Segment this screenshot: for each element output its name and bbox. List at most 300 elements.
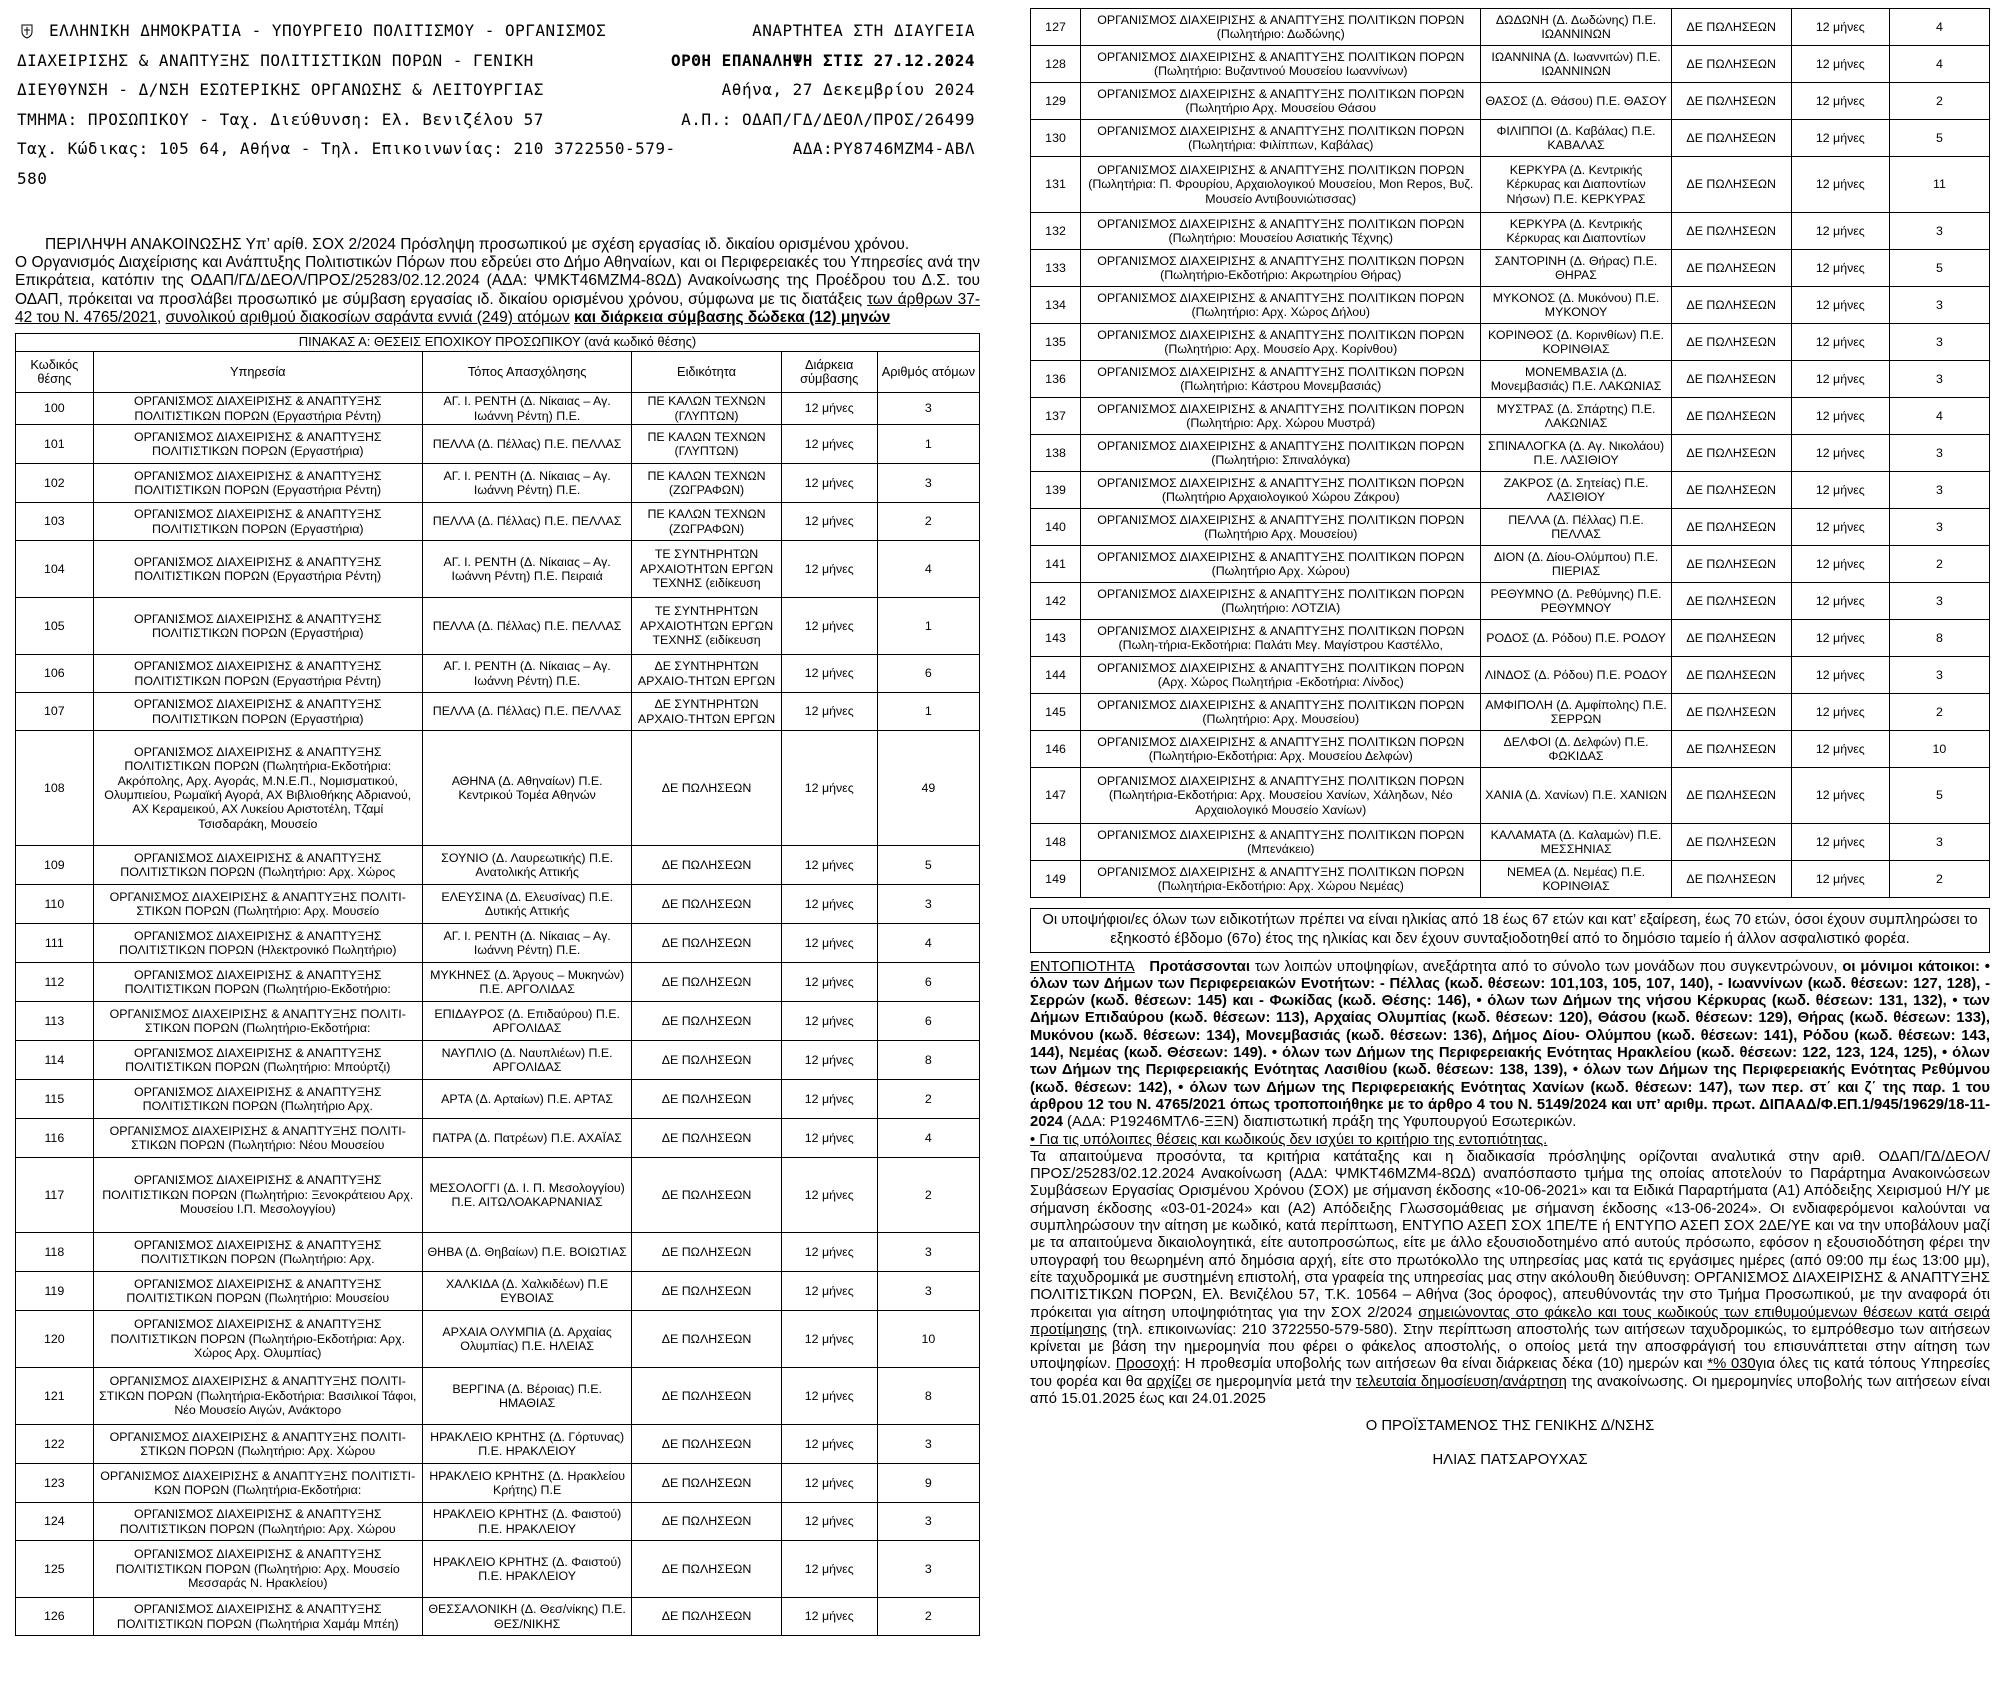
table-title-row	[16, 334, 980, 352]
letterhead-line: Ταχ. Κώδικας: 105 64, Αθήνα - Τηλ. Επικοινωνίας: 210 3722550-579-580	[17, 139, 676, 188]
cell-place: ΑΡΧΑΙΑ ΟΛΥΜΠΙΑ (Δ. Αρχαίας Ολυμπίας) Π.Ε. ΗΛΕΙΑΣ	[422, 1311, 632, 1368]
cell-place: ΒΕΡΓΙΝΑ (Δ. Βέροιας) Π.Ε. ΗΜΑΘΙΑΣ	[422, 1368, 632, 1425]
cell-dur: 12 μήνες	[1791, 9, 1889, 46]
cell-place: ΠΕΛΛΑ (Δ. Πέλλας) Π.Ε. ΠΕΛΛΑΣ	[422, 503, 632, 541]
cell-place: ΚΕΡΚΥΡΑ (Δ. Κεντρικής Κέρκυρας και Διαποντίων	[1481, 213, 1671, 250]
cell-dur: 12 μήνες	[1791, 472, 1889, 509]
cell-spec: ΔΕ ΠΩΛΗΣΕΩΝ	[632, 1119, 781, 1158]
requirements-note: αρχίζει	[1146, 1373, 1192, 1390]
cell-svc: ΟΡΓΑΝΙΣΜΟΣ ΔΙΑΧΕΙΡΙΣΗΣ & ΑΝΑΠΤΥΞΗΣ ΠΟΛΙΤΙΚΩΝ ΠΟΡΩΝ (Πωλητήριο: Μουσείου Ασιατικής Τέχνης)	[1081, 213, 1481, 250]
cell-code: 147	[1031, 768, 1081, 824]
cell-place: ΠΕΛΛΑ (Δ. Πέλλας) Π.Ε. ΠΕΛΛΑΣ	[1481, 509, 1671, 546]
cell-spec: ΤΕ ΣΥΝΤΗΡΗΤΩΝ ΑΡΧΑΙΟΤΗΤΩΝ ΕΡΓΩΝ ΤΕΧΝΗΣ (ειδίκευση	[632, 541, 781, 598]
table-row	[16, 1598, 980, 1636]
cell-spec: ΔΕ ΠΩΛΗΣΕΩΝ	[632, 1002, 781, 1041]
cell-spec: ΔΕ ΣΥΝΤΗΡΗΤΩΝ ΑΡΧΑΙΟ-ΤΗΤΩΝ ΕΡΓΩΝ	[632, 693, 781, 731]
cell-dur: 12 μήνες	[781, 1311, 877, 1368]
cell-svc: ΟΡΓΑΝΙΣΜΟΣ ΔΙΑΧΕΙΡΙΣΗΣ & ΑΝΑΠΤΥΞΗΣ ΠΟΛΙΤΙΚΩΝ ΠΟΡΩΝ (Πωλητήριο: Δωδώνης)	[1081, 9, 1481, 46]
date-line: Αθήνα, 27 Δεκεμβρίου 2024	[721, 80, 975, 99]
column-header: Τόπος Απασχόλησης	[422, 352, 632, 393]
cell-spec: ΔΕ ΠΩΛΗΣΕΩΝ	[1671, 546, 1791, 583]
locality-lead: Προτάσσονται	[1149, 958, 1250, 975]
cell-place: ΔΕΛΦΟΙ (Δ. Δελφών) Π.Ε. ΦΩΚΙΔΑΣ	[1481, 731, 1671, 768]
cell-svc: ΟΡΓΑΝΙΣΜΟΣ ΔΙΑΧΕΙΡΙΣΗΣ & ΑΝΑΠΤΥΞΗΣ ΠΟΛΙΤΙΚΩΝ ΠΟΡΩΝ (Πωλητήριο: Κάστρου Μονεμβασιάς)	[1081, 361, 1481, 398]
cell-spec: ΔΕ ΠΩΛΗΣΕΩΝ	[632, 1503, 781, 1541]
cell-svc: ΟΡΓΑΝΙΣΜΟΣ ΔΙΑΧΕΙΡΙΣΗΣ & ΑΝΑΠΤΥΞΗΣ ΠΟΛΙΤΙΚΩΝ ΠΟΡΩΝ (Πωλητήριο Αρχ. Μουσείου)	[1081, 509, 1481, 546]
table-row	[1031, 861, 1990, 898]
cell-spec: ΔΕ ΠΩΛΗΣΕΩΝ	[632, 1425, 781, 1464]
cell-svc: ΟΡΓΑΝΙΣΜΟΣ ΔΙΑΧΕΙΡΙΣΗΣ & ΑΝΑΠΤΥΞΗΣ ΠΟΛΙΤΙΣΤΙΚΩΝ ΠΟΡΩΝ (Εργαστήρια Ρέντη)	[93, 464, 422, 503]
cell-n: 49	[877, 731, 979, 846]
table-row	[16, 846, 980, 885]
cell-n: 3	[1889, 657, 1989, 694]
cell-spec: ΔΕ ΠΩΛΗΣΕΩΝ	[1671, 583, 1791, 620]
cell-svc: ΟΡΓΑΝΙΣΜΟΣ ΔΙΑΧΕΙΡΙΣΗΣ & ΑΝΑΠΤΥΞΗΣ ΠΟΛΙΤΙΚΩΝ ΠΟΡΩΝ (Αρχ. Χώρος Πωλητήρια -Εκδοτήρια: Λίνδος)	[1081, 657, 1481, 694]
cell-code: 101	[16, 425, 94, 464]
letterhead	[15, 10, 980, 188]
cell-svc: ΟΡΓΑΝΙΣΜΟΣ ΔΙΑΧΕΙΡΙΣΗΣ & ΑΝΑΠΤΥΞΗΣ ΠΟΛΙΤΙΚΩΝ ΠΟΡΩΝ (Πωλητήρια: Φιλίππων, Καβάλας)	[1081, 120, 1481, 157]
cell-dur: 12 μήνες	[781, 1041, 877, 1080]
letterhead-line: ΔΙΑΧΕΙΡΙΣΗΣ & ΑΝΑΠΤΥΞΗΣ ΠΟΛΙΤΙΣΤΙΚΩΝ ΠΟΡΩΝ - ΓΕΝΙΚΗ	[17, 50, 534, 70]
table-row	[1031, 546, 1990, 583]
cell-place: ΚΑΛΑΜΑΤΑ (Δ. Καλαμών) Π.Ε. ΜΕΣΣΗΝΙΑΣ	[1481, 824, 1671, 861]
cell-place: ΜΟΝΕΜΒΑΣΙΑ (Δ. Μονεμβασιάς) Π.Ε. ΛΑΚΩΝΙΑΣ	[1481, 361, 1671, 398]
cell-dur: 12 μήνες	[781, 1233, 877, 1272]
cell-svc: ΟΡΓΑΝΙΣΜΟΣ ΔΙΑΧΕΙΡΙΣΗΣ & ΑΝΑΠΤΥΞΗΣ ΠΟΛΙΤΙ-ΣΤΙΚΩΝ ΠΟΡΩΝ (Πωλητήριο-Εκδοτήρια:	[93, 1002, 422, 1041]
cell-code: 111	[16, 924, 94, 963]
cell-n: 1	[877, 598, 979, 655]
cell-code: 132	[1031, 213, 1081, 250]
cell-code: 100	[16, 393, 94, 425]
cell-n: 3	[877, 393, 979, 425]
cell-place: ΗΡΑΚΛΕΙΟ ΚΡΗΤΗΣ (Δ. Γόρτυνας) Π.Ε. ΗΡΑΚΛΕΙΟΥ	[422, 1425, 632, 1464]
cell-spec: ΔΕ ΠΩΛΗΣΕΩΝ	[1671, 694, 1791, 731]
cell-code: 135	[1031, 324, 1081, 361]
cell-svc: ΟΡΓΑΝΙΣΜΟΣ ΔΙΑΧΕΙΡΙΣΗΣ & ΑΝΑΠΤΥΞΗΣ ΠΟΛΙΤΙΚΩΝ ΠΟΡΩΝ (Πωλητήριο Αρχ. Μουσείου Θάσου	[1081, 83, 1481, 120]
cell-code: 118	[16, 1233, 94, 1272]
cell-svc: ΟΡΓΑΝΙΣΜΟΣ ΔΙΑΧΕΙΡΙΣΗΣ & ΑΝΑΠΤΥΞΗΣ ΠΟΛΙΤΙΚΩΝ ΠΟΡΩΝ (Πωλητήρια-Εκδοτήριο: Αρχ. Χώρου Νεμέας)	[1081, 861, 1481, 898]
cell-code: 119	[16, 1272, 94, 1311]
cell-n: 3	[1889, 324, 1989, 361]
cell-code: 130	[1031, 120, 1081, 157]
cell-spec: ΔΕ ΠΩΛΗΣΕΩΝ	[1671, 120, 1791, 157]
cell-dur: 12 μήνες	[781, 1080, 877, 1119]
cell-place: ΖΑΚΡΟΣ (Δ. Σητείας) Π.Ε. ΛΑΣΙΘΙΟΥ	[1481, 472, 1671, 509]
cell-spec: ΔΕ ΠΩΛΗΣΕΩΝ	[632, 846, 781, 885]
cell-dur: 12 μήνες	[781, 1368, 877, 1425]
cell-code: 149	[1031, 861, 1081, 898]
cell-n: 5	[1889, 768, 1989, 824]
cell-dur: 12 μήνες	[781, 1119, 877, 1158]
locality-bullet: • Για τις υπόλοιπες θέσεις και κωδικούς δεν ισχύει το κριτήριο της εντοπιότητας.	[1030, 1131, 1548, 1148]
cell-place: ΠΕΛΛΑ (Δ. Πέλλας) Π.Ε. ΠΕΛΛΑΣ	[422, 598, 632, 655]
cell-n: 1	[877, 693, 979, 731]
cell-spec: ΔΕ ΠΩΛΗΣΕΩΝ	[632, 1158, 781, 1233]
cell-svc: ΟΡΓΑΝΙΣΜΟΣ ΔΙΑΧΕΙΡΙΣΗΣ & ΑΝΑΠΤΥΞΗΣ ΠΟΛΙΤΙΣΤΙΚΩΝ ΠΟΡΩΝ (Εργαστήρια)	[93, 425, 422, 464]
cell-dur: 12 μήνες	[781, 693, 877, 731]
cell-svc: ΟΡΓΑΝΙΣΜΟΣ ΔΙΑΧΕΙΡΙΣΗΣ & ΑΝΑΠΤΥΞΗΣ ΠΟΛΙΤΙΚΩΝ ΠΟΡΩΝ (Πωλητήριο Αρχ. Χώρου)	[1081, 546, 1481, 583]
cell-n: 3	[877, 1503, 979, 1541]
table-row	[1031, 287, 1990, 324]
cell-code: 137	[1031, 398, 1081, 435]
cell-dur: 12 μήνες	[781, 503, 877, 541]
table-row	[16, 963, 980, 1002]
cell-n: 3	[1889, 824, 1989, 861]
column-header: Διάρκεια σύμβασης	[781, 352, 877, 393]
cell-n: 6	[877, 1002, 979, 1041]
table-row	[1031, 583, 1990, 620]
requirements-note: σημειώνοντας στο φάκελο και τους κωδικούς των επιθυμούμενων θέσεων κατά σειρά προτίμησης	[1030, 1304, 1990, 1338]
cell-n: 8	[877, 1041, 979, 1080]
letterhead-line: ΤΜΗΜΑ: ΠΡΟΣΩΠΙΚΟΥ - Ταχ. Διεύθυνση: Ελ. Βενιζέλου 57	[17, 109, 544, 129]
summary-total: συνολικού αριθμού διακοσίων σαράντα εννιά (249) ατόμων	[165, 308, 570, 326]
cell-svc: ΟΡΓΑΝΙΣΜΟΣ ΔΙΑΧΕΙΡΙΣΗΣ & ΑΝΑΠΤΥΞΗΣ ΠΟΛΙΤΙΣΤΙΚΩΝ ΠΟΡΩΝ (Εργαστήρια Ρέντη)	[93, 655, 422, 693]
cell-n: 9	[877, 1464, 979, 1503]
cell-svc: ΟΡΓΑΝΙΣΜΟΣ ΔΙΑΧΕΙΡΙΣΗΣ & ΑΝΑΠΤΥΞΗΣ ΠΟΛΙΤΙΣΤΙΚΩΝ ΠΟΡΩΝ (Εργαστήρια)	[93, 693, 422, 731]
cell-spec: ΔΕ ΠΩΛΗΣΕΩΝ	[1671, 398, 1791, 435]
cell-place: ΔΩΔΩΝΗ (Δ. Δωδώνης) Π.Ε. ΙΩΑΝΝΙΝΩΝ	[1481, 9, 1671, 46]
letterhead-left	[17, 16, 677, 193]
cell-code: 112	[16, 963, 94, 1002]
cell-place: ΣΟΥΝΙΟ (Δ. Λαυρεωτικής) Π.Ε. Ανατολικής Αττικής	[422, 846, 632, 885]
attention-label: Προσοχή	[1115, 1356, 1177, 1373]
cell-code: 123	[16, 1464, 94, 1503]
cell-dur: 12 μήνες	[1791, 509, 1889, 546]
cell-spec: ΔΕ ΠΩΛΗΣΕΩΝ	[1671, 46, 1791, 83]
letterhead-right	[655, 16, 975, 164]
locality-section	[1030, 959, 1990, 1409]
cell-dur: 12 μήνες	[781, 885, 877, 924]
cell-code: 108	[16, 731, 94, 846]
cell-place: ΑΓ. Ι. ΡΕΝΤΗ (Δ. Νίκαιας – Αγ. Ιωάννη Ρέντη) Π.Ε.	[422, 464, 632, 503]
summary-sep: ,	[156, 308, 166, 326]
table-header-row	[16, 352, 980, 393]
cell-place: ΝΕΜΕΑ (Δ. Νεμέας) Π.Ε. ΚΟΡΙΝΘΙΑΣ	[1481, 861, 1671, 898]
table-row	[1031, 509, 1990, 546]
cell-n: 2	[1889, 694, 1989, 731]
table-title: ΠΙΝΑΚΑΣ Α: ΘΕΣΕΙΣ ΕΠΟΧΙΚΟΥ ΠΡΟΣΩΠΙΚΟΥ (ανά κωδικό θέσης)	[16, 334, 980, 352]
cell-dur: 12 μήνες	[781, 598, 877, 655]
cell-svc: ΟΡΓΑΝΙΣΜΟΣ ΔΙΑΧΕΙΡΙΣΗΣ & ΑΝΑΠΤΥΞΗΣ ΠΟΛΙΤΙΣΤΙΚΩΝ ΠΟΡΩΝ (Πωλητήρια Χαμάμ Μπέη)	[93, 1598, 422, 1636]
requirements-note: τελευταία δημοσίευση/ανάρτηση	[1355, 1373, 1567, 1390]
column-header: Ειδικότητα	[632, 352, 781, 393]
cell-svc: ΟΡΓΑΝΙΣΜΟΣ ΔΙΑΧΕΙΡΙΣΗΣ & ΑΝΑΠΤΥΞΗΣ ΠΟΛΙΤΙΚΩΝ ΠΟΡΩΝ (Πωλητήριο: Αρχ. Χώρου Μυστρά)	[1081, 398, 1481, 435]
cell-code: 122	[16, 1425, 94, 1464]
cell-n: 3	[1889, 213, 1989, 250]
cell-svc: ΟΡΓΑΝΙΣΜΟΣ ΔΙΑΧΕΙΡΙΣΗΣ & ΑΝΑΠΤΥΞΗΣ ΠΟΛΙΤΙΚΩΝ ΠΟΡΩΝ (Πωλητήριο: Αρχ. Μουσείου)	[1081, 694, 1481, 731]
cell-spec: ΔΕ ΠΩΛΗΣΕΩΝ	[632, 1272, 781, 1311]
cell-svc: ΟΡΓΑΝΙΣΜΟΣ ΔΙΑΧΕΙΡΙΣΗΣ & ΑΝΑΠΤΥΞΗΣ ΠΟΛΙΤΙΣΤΙΚΩΝ ΠΟΡΩΝ (Πωλητήριο: Ξενοκράτειου Αρχ. Μουσείου Ι.Π. Μεσολογγίου)	[93, 1158, 422, 1233]
cell-place: ΧΑΝΙΑ (Δ. Χανίων) Π.Ε. ΧΑΝΙΩΝ	[1481, 768, 1671, 824]
table-row	[16, 1311, 980, 1368]
cell-code: 128	[1031, 46, 1081, 83]
cell-spec: ΔΕ ΠΩΛΗΣΕΩΝ	[1671, 472, 1791, 509]
cell-svc: ΟΡΓΑΝΙΣΜΟΣ ΔΙΑΧΕΙΡΙΣΗΣ & ΑΝΑΠΤΥΞΗΣ ΠΟΛΙΤΙΣΤΙΚΩΝ ΠΟΡΩΝ (Πωλητήριο: Αρχ. Χώρου	[93, 1503, 422, 1541]
cell-spec: ΔΕ ΠΩΛΗΣΕΩΝ	[632, 731, 781, 846]
table-body	[1031, 9, 1990, 898]
cell-dur: 12 μήνες	[781, 1158, 877, 1233]
table-row	[16, 1002, 980, 1041]
cell-spec: ΤΕ ΣΥΝΤΗΡΗΤΩΝ ΑΡΧΑΙΟΤΗΤΩΝ ΕΡΓΩΝ ΤΕΧΝΗΣ (ειδίκευση	[632, 598, 781, 655]
cell-svc: ΟΡΓΑΝΙΣΜΟΣ ΔΙΑΧΕΙΡΙΣΗΣ & ΑΝΑΠΤΥΞΗΣ ΠΟΛΙΤΙΚΩΝ ΠΟΡΩΝ (Πωλητήριο: Αρχ. Χώρος Δήλου)	[1081, 287, 1481, 324]
cell-place: ΗΡΑΚΛΕΙΟ ΚΡΗΤΗΣ (Δ. Ηρακλείου Κρήτης) Π.Ε	[422, 1464, 632, 1503]
cell-dur: 12 μήνες	[1791, 398, 1889, 435]
reissue-note: ΟΡΘΗ ΕΠΑΝΑΛΗΨΗ ΣΤΙΣ 27.12.2024	[671, 50, 975, 70]
cell-svc: ΟΡΓΑΝΙΣΜΟΣ ΔΙΑΧΕΙΡΙΣΗΣ & ΑΝΑΠΤΥΞΗΣ ΠΟΛΙΤΙΣΤΙΚΩΝ ΠΟΡΩΝ (Πωλητήριο-Εκδοτήρια: Αρχ. Χώρος Αρχ. Ολυμπίας)	[93, 1311, 422, 1368]
table-row	[16, 541, 980, 598]
cell-code: 114	[16, 1041, 94, 1080]
cell-spec: ΔΕ ΠΩΛΗΣΕΩΝ	[1671, 435, 1791, 472]
cell-dur: 12 μήνες	[781, 963, 877, 1002]
table-row	[16, 1041, 980, 1080]
table-row	[1031, 657, 1990, 694]
cell-place: ΦΙΛΙΠΠΟΙ (Δ. Καβάλας) Π.Ε. ΚΑΒΑΛΑΣ	[1481, 120, 1671, 157]
cell-code: 136	[1031, 361, 1081, 398]
cell-spec: ΔΕ ΠΩΛΗΣΕΩΝ	[632, 1598, 781, 1636]
cell-spec: ΔΕ ΠΩΛΗΣΕΩΝ	[1671, 361, 1791, 398]
cell-code: 140	[1031, 509, 1081, 546]
cell-dur: 12 μήνες	[1791, 861, 1889, 898]
cell-dur: 12 μήνες	[1791, 583, 1889, 620]
requirements-text: για όλες τις κατά τόπους Υπηρεσίες του φορέα και θα	[1030, 1356, 1990, 1390]
cell-spec: ΔΕ ΠΩΛΗΣΕΩΝ	[1671, 157, 1791, 213]
cell-code: 146	[1031, 731, 1081, 768]
cell-spec: ΔΕ ΠΩΛΗΣΕΩΝ	[632, 1368, 781, 1425]
table-row	[1031, 768, 1990, 824]
cell-svc: ΟΡΓΑΝΙΣΜΟΣ ΔΙΑΧΕΙΡΙΣΗΣ & ΑΝΑΠΤΥΞΗΣ ΠΟΛΙΤΙΣΤΙΚΩΝ ΠΟΡΩΝ (Εργαστήρια Ρέντη)	[93, 393, 422, 425]
table-row	[16, 393, 980, 425]
cell-place: ΚΟΡΙΝΘΟΣ (Δ. Κορινθίων) Π.Ε. ΚΟΡΙΝΘΙΑΣ	[1481, 324, 1671, 361]
cell-spec: ΔΕ ΠΩΛΗΣΕΩΝ	[632, 885, 781, 924]
requirements-note: *% 030	[1707, 1356, 1756, 1373]
cell-spec: ΔΕ ΠΩΛΗΣΕΩΝ	[632, 1041, 781, 1080]
requirements-text: Τα απαιτούμενα προσόντα, τα κριτήρια κατάταξης και η διαδικασία πρόσληψης ορίζονται αναλυτικά στην αριθ. ΟΔΑΠ/ΓΔ/ΔΕΟΛ/ΠΡΟΣ/25283/02.12.2024 Ανακοίνωση (ΑΔΑ: ΨΜΚΤ46ΜΖΜ4-8ΩΔ) αναπόσπαστο τμήμα της οποίας αποτελούν το Παράρτημα Ανακοινώσεων Συμβάσεων Εργασίας Ορισμένου Χρόνου (ΣΟΧ) με σήμανση έκδοσης «10-06-2021» και τα Ειδικά Παραρτήματα (Α1) Απόδειξης Χειρισμού Η/Υ με σήμανση έκδοσης «03-01-2024» και (Α2) Απόδειξης Γλωσσομάθειας με σήμανση έκδοσης «13-06-2024». Οι ενδιαφερόμενοι καλούνται να συμπληρώσουν την αίτηση με κωδικό, κατά περίπτωση, ΕΝΤΥΠΟ ΑΣΕΠ ΣΟΧ 1ΠΕ/ΤΕ ή ΕΝΤΥΠΟ ΑΣΕΠ ΣΟΧ 2ΔΕ/ΥΕ και να την υποβάλουν μαζί με τα απαιτούμενα δικαιολογητικά, είτε αυτοπροσώπως, είτε με άλλο εξουσιοδοτημένο από αυτούς πρόσωπο, εφόσον η εξουσιοδότηση φέρει την υπογραφή του θεωρημένη από δημόσια αρχή, είτε στο πρωτόκολλο της υπηρεσίας μας κατά τις εργάσιμες ημέρες (από 09:00 πμ έως 13:00 μμ), είτε ταχυδρομικά με συστημένη επιστολή, στα γραφεία της υπηρεσίας μας στην ακόλουθη διεύθυνση: ΟΡΓΑΝΙΣΜΟΣ ΔΙΑΧΕΙΡΙΣΗΣ & ΑΝΑΠΤΥΞΗΣ ΠΟΛΙΤΙΣΤΙΚΩΝ ΠΟΡΩΝ, Ελ. Βενιζέλου 57, Τ.Κ. 10564 – Αθήνα (3ος όροφος), απευθύνοντάς την στο Τμήμα Προσωπικού, με την αναφορά ότι πρόκειται για αίτηση υποψηφιότητας για την ΣΟΧ 2/2024	[1030, 1148, 1990, 1321]
summary-text: Ο Οργανισμός Διαχείρισης και Ανάπτυξης Πολιτιστικών Πόρων που εδρεύει στο Δήμο Αθηναίων, και οι Περιφερειακές του Υπηρεσίες ανά την Επικράτεια, κατόπιν της ΟΔΑΠ/ΓΔ/ΔΕΟΛ/ΠΡΟΣ/25283/02.12.2024 (ΑΔΑ: ΨΜΚΤ46ΜΖΜ4-8ΩΔ) Ανακοίνωσης της Προέδρου του Δ.Σ. του ΟΔΑΠ, πρόκειται να προσλάβει προσωπικό με σύμβαση εργασίας ιδ. δικαίου ορισμένου χρόνου, σύμφωνα με τις διατάξεις	[15, 254, 980, 308]
cell-svc: ΟΡΓΑΝΙΣΜΟΣ ΔΙΑΧΕΙΡΙΣΗΣ & ΑΝΑΠΤΥΞΗΣ ΠΟΛΙΤΙΣΤΙΚΩΝ ΠΟΡΩΝ (Πωλητήριο: Μπούρτζι)	[93, 1041, 422, 1080]
cell-n: 3	[877, 1272, 979, 1311]
cell-place: ΑΜΦΙΠΟΛΗ (Δ. Αμφίπολης) Π.Ε. ΣΕΡΡΩΝ	[1481, 694, 1671, 731]
protocol-number: Α.Π.: ΟΔΑΠ/ΓΔ/ΔΕΟΛ/ΠΡΟΣ/26499	[681, 109, 975, 129]
letterhead-line: ΕΛΛΗΝΙΚΗ ΔΗΜΟΚΡΑΤΙΑ - ΥΠΟΥΡΓΕΙΟ ΠΟΛΙΤΙΣΜΟΥ - ΟΡΓΑΝΙΣΜΟΣ	[49, 21, 607, 40]
table-row	[16, 1272, 980, 1311]
cell-place: ΜΥΚΟΝΟΣ (Δ. Μυκόνου) Π.Ε. ΜΥΚΟΝΟΥ	[1481, 287, 1671, 324]
cell-n: 8	[1889, 620, 1989, 657]
cell-dur: 12 μήνες	[1791, 120, 1889, 157]
cell-n: 2	[1889, 83, 1989, 120]
cell-spec: ΔΕ ΠΩΛΗΣΕΩΝ	[1671, 250, 1791, 287]
cell-code: 107	[16, 693, 94, 731]
cell-code: 116	[16, 1119, 94, 1158]
cell-spec: ΔΕ ΠΩΛΗΣΕΩΝ	[632, 1311, 781, 1368]
cell-dur: 12 μήνες	[1791, 731, 1889, 768]
cell-dur: 12 μήνες	[1791, 157, 1889, 213]
cell-dur: 12 μήνες	[781, 541, 877, 598]
cell-code: 124	[16, 1503, 94, 1541]
table-row	[1031, 398, 1990, 435]
cell-svc: ΟΡΓΑΝΙΣΜΟΣ ΔΙΑΧΕΙΡΙΣΗΣ & ΑΝΑΠΤΥΞΗΣ ΠΟΛΙΤΙΚΩΝ ΠΟΡΩΝ (Πωλητήριο: Αρχ. Μουσείο Αρχ. Κορίνθου)	[1081, 324, 1481, 361]
cell-n: 2	[877, 1080, 979, 1119]
cell-dur: 12 μήνες	[1791, 324, 1889, 361]
cell-n: 3	[877, 1425, 979, 1464]
cell-place: ΑΡΤΑ (Δ. Αρταίων) Π.Ε. ΑΡΤΑΣ	[422, 1080, 632, 1119]
ada-number: ΑΔΑ:ΡΥ8746ΜΖΜ4-ΑΒΛ	[792, 139, 975, 158]
cell-spec: ΔΕ ΠΩΛΗΣΕΩΝ	[1671, 213, 1791, 250]
cell-place: ΠΕΛΛΑ (Δ. Πέλλας) Π.Ε. ΠΕΛΛΑΣ	[422, 425, 632, 464]
table-row	[1031, 250, 1990, 287]
age-requirement-note: Οι υποψήφιοι/ες όλων των ειδικοτήτων πρέπει να είναι ηλικίας από 18 έως 67 ετών και κατ’ εξαίρεση, έως 70 ετών, όσοι έχουν συμπληρώσει το εξηκοστό έβδομο (67ο) έτος της ηλικίας και δεν έχουν συνταξιοδοτηθεί από το δημόσιο ταμείο ή άλλον ασφαλιστικό φορέα.	[1030, 908, 1990, 953]
announcement-summary	[15, 236, 980, 327]
cell-spec: ΔΕ ΠΩΛΗΣΕΩΝ	[1671, 731, 1791, 768]
left-column	[15, 10, 980, 1636]
cell-dur: 12 μήνες	[1791, 83, 1889, 120]
cell-n: 4	[1889, 9, 1989, 46]
cell-code: 102	[16, 464, 94, 503]
cell-svc: ΟΡΓΑΝΙΣΜΟΣ ΔΙΑΧΕΙΡΙΣΗΣ & ΑΝΑΠΤΥΞΗΣ ΠΟΛΙΤΙΚΩΝ ΠΟΡΩΝ (Πωλητήριο-Εκδοτήρια: Αρχ. Μουσείου Δελφών)	[1081, 731, 1481, 768]
letterhead-line: ΔΙΕΥΘΥΝΣΗ - Δ/ΝΣΗ ΕΣΩΤΕΡΙΚΗΣ ΟΡΓΑΝΩΣΗΣ & ΛΕΙΤΟΥΡΓΙΑΣ	[17, 80, 544, 99]
posting-note: ΑΝΑΡΤΗΤΕΑ ΣΤΗ ΔΙΑΥΓΕΙΑ	[752, 21, 975, 40]
cell-n: 4	[877, 1119, 979, 1158]
cell-svc: ΟΡΓΑΝΙΣΜΟΣ ΔΙΑΧΕΙΡΙΣΗΣ & ΑΝΑΠΤΥΞΗΣ ΠΟΛΙΤΙΣΤΙΚΩΝ ΠΟΡΩΝ (Ηλεκτρονικό Πωλητήριο)	[93, 924, 422, 963]
table-row	[16, 1158, 980, 1233]
table-row	[1031, 9, 1990, 46]
cell-place: ΠΑΤΡΑ (Δ. Πατρέων) Π.Ε. ΑΧΑΪΑΣ	[422, 1119, 632, 1158]
cell-dur: 12 μήνες	[1791, 250, 1889, 287]
cell-svc: ΟΡΓΑΝΙΣΜΟΣ ΔΙΑΧΕΙΡΙΣΗΣ & ΑΝΑΠΤΥΞΗΣ ΠΟΛΙΤΙΚΩΝ ΠΟΡΩΝ (Πωλη-τήρια-Εκδοτήρια: Παλάτι Μεγ. Μαγίστρου Καστέλλο,	[1081, 620, 1481, 657]
summary-title: ΠΕΡΙΛΗΨΗ ΑΝΑΚΟΙΝΩΣΗΣ Υπ’ αρίθ. ΣΟΧ 2/2024 Πρόσληψη προσωπικού με σχέση εργασίας ιδ. δικαίου ορισμένου χρόνου.	[45, 236, 910, 253]
cell-n: 5	[1889, 250, 1989, 287]
cell-spec: ΠΕ ΚΑΛΩΝ ΤΕΧΝΩΝ (ΓΛΥΠΤΩΝ)	[632, 425, 781, 464]
table-row	[16, 503, 980, 541]
cell-dur: 12 μήνες	[781, 1503, 877, 1541]
cell-spec: ΠΕ ΚΑΛΩΝ ΤΕΧΝΩΝ (ΓΛΥΠΤΩΝ)	[632, 393, 781, 425]
requirements-paragraph	[1030, 1149, 1990, 1408]
cell-n: 3	[1889, 583, 1989, 620]
table-row	[1031, 83, 1990, 120]
table-row	[1031, 213, 1990, 250]
cell-spec: ΠΕ ΚΑΛΩΝ ΤΕΧΝΩΝ (ΖΩΓΡΑΦΩΝ)	[632, 464, 781, 503]
cell-dur: 12 μήνες	[1791, 824, 1889, 861]
cell-code: 125	[16, 1541, 94, 1598]
cell-dur: 12 μήνες	[781, 731, 877, 846]
cell-dur: 12 μήνες	[781, 1002, 877, 1041]
cell-dur: 12 μήνες	[781, 655, 877, 693]
requirements-text: της ανακοίνωσης. Οι ημερομηνίες υποβολής των αιτήσεων είναι από 15.01.2025 έως και 24.01.2025	[1030, 1373, 1991, 1408]
cell-dur: 12 μήνες	[781, 393, 877, 425]
cell-dur: 12 μήνες	[1791, 46, 1889, 83]
cell-dur: 12 μήνες	[781, 846, 877, 885]
locality-text: των λοιπών υποψηφίων, ανεξάρτητα από το σύνολο των μονάδων που συγκεντρώνουν,	[1250, 958, 1843, 975]
cell-spec: ΔΕ ΠΩΛΗΣΕΩΝ	[1671, 768, 1791, 824]
cell-code: 115	[16, 1080, 94, 1119]
cell-n: 11	[1889, 157, 1989, 213]
table-body	[16, 393, 980, 1636]
cell-place: ΜΥΣΤΡΑΣ (Δ. Σπάρτης) Π.Ε. ΛΑΚΩΝΙΑΣ	[1481, 398, 1671, 435]
cell-svc: ΟΡΓΑΝΙΣΜΟΣ ΔΙΑΧΕΙΡΙΣΗΣ & ΑΝΑΠΤΥΞΗΣ ΠΟΛΙΤΙΚΩΝ ΠΟΡΩΝ (Πωλητήριο-Εκδοτήριο: Ακρωτηρίου Θήρας)	[1081, 250, 1481, 287]
cell-code: 134	[1031, 287, 1081, 324]
cell-place: ΑΘΗΝΑ (Δ. Αθηναίων) Π.Ε. Κεντρικού Τομέα Αθηνών	[422, 731, 632, 846]
cell-svc: ΟΡΓΑΝΙΣΜΟΣ ΔΙΑΧΕΙΡΙΣΗΣ & ΑΝΑΠΤΥΞΗΣ ΠΟΛΙΤΙ-ΣΤΙΚΩΝ ΠΟΡΩΝ (Πωλητήρια-Εκδοτήρια: Βασιλικοί Τάφοι, Νέο Μουσείο Αιγών, Ανάκτορο	[93, 1368, 422, 1425]
cell-spec: ΔΕ ΠΩΛΗΣΕΩΝ	[1671, 287, 1791, 324]
cell-place: ΔΙΟΝ (Δ. Δίου-Ολύμπου) Π.Ε. ΠΙΕΡΙΑΣ	[1481, 546, 1671, 583]
cell-code: 110	[16, 885, 94, 924]
cell-n: 2	[1889, 861, 1989, 898]
cell-place: ΑΓ. Ι. ΡΕΝΤΗ (Δ. Νίκαιας – Αγ. Ιωάννη Ρέντη) Π.Ε.	[422, 655, 632, 693]
cell-dur: 12 μήνες	[781, 924, 877, 963]
cell-n: 2	[877, 1158, 979, 1233]
cell-spec: ΔΕ ΠΩΛΗΣΕΩΝ	[1671, 620, 1791, 657]
cell-code: 105	[16, 598, 94, 655]
cell-svc: ΟΡΓΑΝΙΣΜΟΣ ΔΙΑΧΕΙΡΙΣΗΣ & ΑΝΑΠΤΥΞΗΣ ΠΟΛΙΤΙ-ΣΤΙΚΩΝ ΠΟΡΩΝ (Πωλητήριο: Αρχ. Χώρου	[93, 1425, 422, 1464]
cell-dur: 12 μήνες	[781, 1598, 877, 1636]
locality-label: ΕΝΤΟΠΙΟΤΗΤΑ	[1030, 958, 1135, 975]
cell-n: 6	[877, 963, 979, 1002]
cell-dur: 12 μήνες	[781, 1272, 877, 1311]
cell-n: 3	[877, 1541, 979, 1598]
table-row	[1031, 361, 1990, 398]
cell-dur: 12 μήνες	[1791, 287, 1889, 324]
requirements-text: σε ημερομηνία μετά την	[1191, 1373, 1356, 1390]
table-row	[16, 731, 980, 846]
cell-code: 131	[1031, 157, 1081, 213]
cell-place: ΑΓ. Ι. ΡΕΝΤΗ (Δ. Νίκαιας – Αγ. Ιωάννη Ρέντη) Π.Ε. Πειραιά	[422, 541, 632, 598]
cell-place: ΑΓ. Ι. ΡΕΝΤΗ (Δ. Νίκαιας – Αγ. Ιωάννη Ρέντη) Π.Ε.	[422, 393, 632, 425]
cell-svc: ΟΡΓΑΝΙΣΜΟΣ ΔΙΑΧΕΙΡΙΣΗΣ & ΑΝΑΠΤΥΞΗΣ ΠΟΛΙΤΙΚΩΝ ΠΟΡΩΝ (Πωλητήριο: Βυζαντινού Μουσείου Ιωαννίνων)	[1081, 46, 1481, 83]
cell-dur: 12 μήνες	[781, 1425, 877, 1464]
cell-spec: ΔΕ ΣΥΝΤΗΡΗΤΩΝ ΑΡΧΑΙΟ-ΤΗΤΩΝ ΕΡΓΩΝ	[632, 655, 781, 693]
cell-dur: 12 μήνες	[1791, 435, 1889, 472]
cell-n: 3	[1889, 509, 1989, 546]
cell-place: ΗΡΑΚΛΕΙΟ ΚΡΗΤΗΣ (Δ. Φαιστού) Π.Ε. ΗΡΑΚΛΕΙΟΥ	[422, 1541, 632, 1598]
summary-articles: των άρθρων 37-42 του Ν. 4765/2021	[15, 290, 980, 326]
cell-svc: ΟΡΓΑΝΙΣΜΟΣ ΔΙΑΧΕΙΡΙΣΗΣ & ΑΝΑΠΤΥΞΗΣ ΠΟΛΙΤΙΣΤΙΚΩΝ ΠΟΡΩΝ (Πωλητήριο: Αρχ. Μουσείο Μεσσαράς Ν. Ηρακλείου)	[93, 1541, 422, 1598]
cell-spec: ΔΕ ΠΩΛΗΣΕΩΝ	[632, 1464, 781, 1503]
cell-place: ΡΕΘΥΜΝΟ (Δ. Ρεθύμνης) Π.Ε. ΡΕΘΥΜΝΟΥ	[1481, 583, 1671, 620]
requirements-text: (τηλ. επικοινωνίας: 210 3722550-579-580). Στην περίπτωση αποστολής των αιτήσεων ταχυδρομικώς, το εμπρόθεσμο των αιτήσεων κρίνεται με βάση την ημερομηνία που φέρει ο φάκελος αποστολής, ο οποίος μετά την αποσφράγισή του επισυνάπτεται στην αίτηση των υποψηφίων.	[1030, 1321, 1990, 1373]
cell-n: 5	[1889, 120, 1989, 157]
positions-table	[15, 333, 980, 1636]
cell-n: 1	[877, 425, 979, 464]
cell-svc: ΟΡΓΑΝΙΣΜΟΣ ΔΙΑΧΕΙΡΙΣΗΣ & ΑΝΑΠΤΥΞΗΣ ΠΟΛΙΤΙΣΤΙΚΩΝ ΠΟΡΩΝ (Πωλητήριο Αρχ.	[93, 1080, 422, 1119]
cell-svc: ΟΡΓΑΝΙΣΜΟΣ ΔΙΑΧΕΙΡΙΣΗΣ & ΑΝΑΠΤΥΞΗΣ ΠΟΛΙΤΙΚΩΝ ΠΟΡΩΝ (Πωλητήριο: Σπιναλόγκα)	[1081, 435, 1481, 472]
cell-place: ΜΕΣΟΛΟΓΓΙ (Δ. Ι. Π. Μεσολογγίου) Π.Ε. ΑΙΤΩΛΟΑΚΑΡΝΑΝΙΑΣ	[422, 1158, 632, 1233]
cell-svc: ΟΡΓΑΝΙΣΜΟΣ ΔΙΑΧΕΙΡΙΣΗΣ & ΑΝΑΠΤΥΞΗΣ ΠΟΛΙΤΙΚΩΝ ΠΟΡΩΝ (Πωλητήρια-Εκδοτήρια: Αρχ. Μουσείου Χανίων, Χάληδων, Νέο Αρχαιολογικό Μουσείο Χανίων)	[1081, 768, 1481, 824]
cell-n: 8	[877, 1368, 979, 1425]
summary-duration: και διάρκεια σύμβασης δώδεκα (12) μηνών	[574, 308, 891, 326]
cell-svc: ΟΡΓΑΝΙΣΜΟΣ ΔΙΑΧΕΙΡΙΣΗΣ & ΑΝΑΠΤΥΞΗΣ ΠΟΛΙΤΙΣΤΙΚΩΝ ΠΟΡΩΝ (Εργαστήρια)	[93, 598, 422, 655]
cell-place: ΙΩΑΝΝΙΝΑ (Δ. Ιωαννιτών) Π.Ε. ΙΩΑΝΝΙΝΩΝ	[1481, 46, 1671, 83]
cell-spec: ΔΕ ΠΩΛΗΣΕΩΝ	[632, 1233, 781, 1272]
signatory-title: Ο ΠΡΟΪΣΤΑΜΕΝΟΣ ΤΗΣ ΓΕΝΙΚΗΣ Δ/ΝΣΗΣ	[1365, 1418, 1655, 1435]
cell-place: ΧΑΛΚΙΔΑ (Δ. Χαλκιδέων) Π.Ε ΕΥΒΟΙΑΣ	[422, 1272, 632, 1311]
cell-code: 113	[16, 1002, 94, 1041]
cell-svc: ΟΡΓΑΝΙΣΜΟΣ ΔΙΑΧΕΙΡΙΣΗΣ & ΑΝΑΠΤΥΞΗΣ ΠΟΛΙΤΙΣΤΙΚΩΝ ΠΟΡΩΝ (Πωλητήρια-Εκδοτήρια: Ακρόπολης, Αρχ. Αγοράς, Μ.Ν.Ε.Π., Νομισματικού, Ολυμπιείου, Ρωμαϊκή Αγορά, ΑΧ Βιβλιοθήκης Αδριανού, ΑΧ Κεραμεικού, ΑΧ Λυκείου Αριστοτέλη, Τζαμί Τσισδαράκη, Μουσείο	[93, 731, 422, 846]
locality-residents: οι μόνιμοι κάτοικοι: • όλων των Δήμων των Περιφερειακών Ενοτήτων: - Πέλλας (κωδ. θέσεων: 101,103, 105, 107, 140), - Ιωαννίνων (κωδ. θέσεων: 127, 128), - Σερρών (κωδ. θέσεων: 145) και - Φωκίδας (κωδ. Θέσης: 146), • όλων των Δήμων της νήσου Κέρκυρας (κωδ. θέσεων: 131, 132), • των Δήμων Επιδαύρου (κωδ. θέσεων: 113), Αρχαίας Ολυμπίας (κωδ. θέσεων: 120), Θάσου (κωδ. θέσεων: 129), Θήρας (κωδ. θέσεων: 133), Μυκόνου (κωδ. θέσεων: 134), Μονεμβασιάς (κωδ. θέσεων: 136), Δήμος Δίου- Ολύμπου (κωδ. θέσεων: 141), Ρόδου (κωδ. θέσεων: 143, 144), Νεμέας (κωδ. Θέσεων: 149). • όλων των Δήμων της Περιφερειακής Ενότητας Ηρακλείου (κωδ. θέσεων: 122, 123, 124, 125), • όλων των Δήμων της Περιφερειακής Ενότητας Λασιθίου (κωδ. θέσεων: 138, 139), • όλων των Δήμων της Περιφερειακής Ενότητας Ρεθύμνου (κωδ. θέσεων: 142), • όλων των Δήμων της Περιφερειακής Ενότητας Χανίων (κωδ. θέσεων: 147), των περ. στ΄ και ζ΄ της παρ. 1 του άρθρου 12 του Ν. 4765/2021 όπως τροποποιήθηκε με το άρθρο 4 του Ν. 5149/2024 και υπ’ αριθμ. πρωτ. ΔΙΠΑΑΔ/Φ.ΕΠ.1/945/19629/18-11-2024	[1030, 958, 1990, 1131]
cell-code: 104	[16, 541, 94, 598]
cell-n: 3	[1889, 287, 1989, 324]
cell-spec: ΔΕ ΠΩΛΗΣΕΩΝ	[632, 1541, 781, 1598]
cell-svc: ΟΡΓΑΝΙΣΜΟΣ ΔΙΑΧΕΙΡΙΣΗΣ & ΑΝΑΠΤΥΞΗΣ ΠΟΛΙΤΙΚΩΝ ΠΟΡΩΝ (Πωλητήριο Αρχαιολογικού Χώρου Ζάκρου)	[1081, 472, 1481, 509]
cell-spec: ΔΕ ΠΩΛΗΣΕΩΝ	[1671, 509, 1791, 546]
cell-n: 4	[877, 924, 979, 963]
cell-spec: ΔΕ ΠΩΛΗΣΕΩΝ	[632, 924, 781, 963]
cell-place: ΚΕΡΚΥΡΑ (Δ. Κεντρικής Κέρκυρας και Διαποντίων Νήσων) Π.Ε. ΚΕΡΚΥΡΑΣ	[1481, 157, 1671, 213]
cell-code: 141	[1031, 546, 1081, 583]
cell-place: ΘΗΒΑ (Δ. Θηβαίων) Π.Ε. ΒΟΙΩΤΙΑΣ	[422, 1233, 632, 1272]
table-row	[16, 464, 980, 503]
cell-place: ΣΑΝΤΟΡΙΝΗ (Δ. Θήρας) Π.Ε. ΘΗΡΑΣ	[1481, 250, 1671, 287]
table-row	[1031, 472, 1990, 509]
cell-code: 121	[16, 1368, 94, 1425]
